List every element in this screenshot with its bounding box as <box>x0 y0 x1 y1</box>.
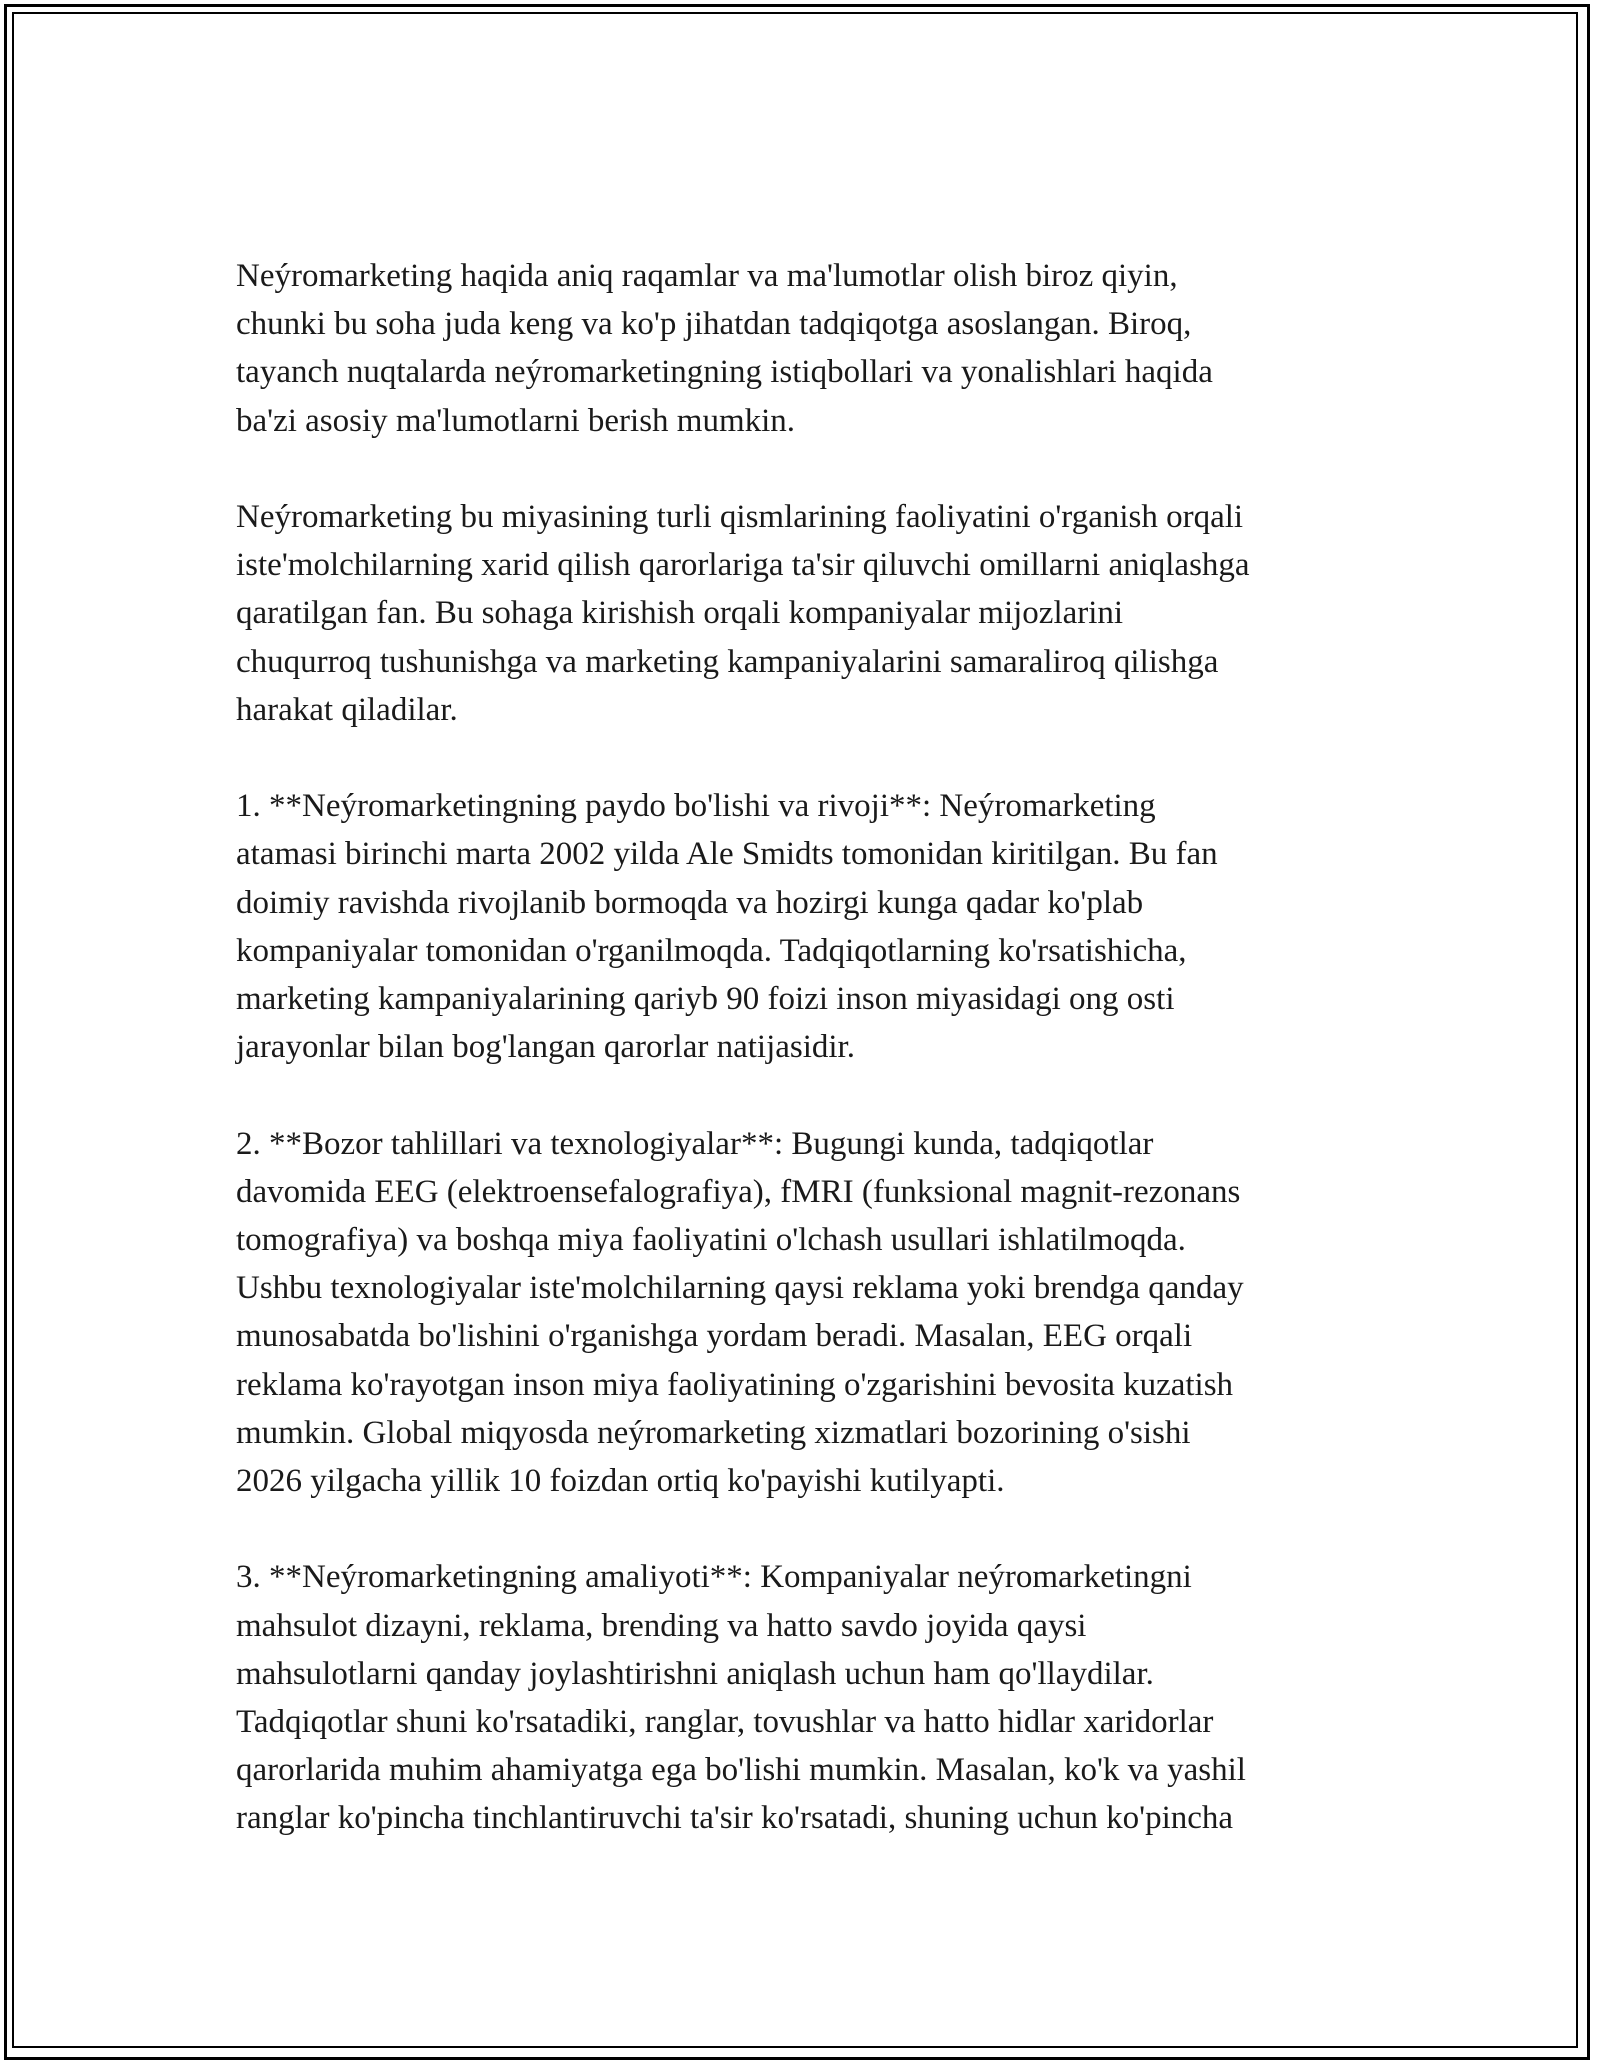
text-line: iste'molchilarning xarid qilish qarorlariga ta'sir qiluvchi omillarni aniqlashga <box>236 547 1250 584</box>
text-line: 3. **Neýromarketingning amaliyoti**: Kompaniyalar neýromarketingni <box>236 1559 1192 1596</box>
paragraph-point-2 <box>236 1120 1376 1506</box>
text-line: tayanch nuqtalarda neýromarketingning istiqbollari va yonalishlari haqida <box>236 354 1213 391</box>
text-line: jarayonlar bilan bog'langan qarorlar natijasidir. <box>236 1029 855 1066</box>
text-line: tomografiya) va boshqa miya faoliyatini o'lchash usullari ishlatilmoqda. <box>236 1222 1186 1259</box>
text-line: mumkin. Global miqyosda neýromarketing xizmatlari bozorining o'sishi <box>236 1414 1191 1451</box>
paragraph-intro <box>236 252 1376 445</box>
text-line: doimiy ravishda rivojlanib bormoqda va hozirgi kunga qadar ko'plab <box>236 884 1144 921</box>
text-line: mahsulotlarni qanday joylashtirishni aniqlash uchun ham qo'llaydilar. <box>236 1655 1154 1692</box>
text-line: Neýromarketing bu miyasining turli qismlarining faoliyatini o'rganish orqali <box>236 499 1244 535</box>
text-line: marketing kampaniyalarining qariyb 90 foizi inson miyasidagi ong osti <box>236 981 1175 1018</box>
paragraph-definition <box>236 493 1376 734</box>
text-line: Neýromarketing haqida aniq raqamlar va ma'lumotlar olish biroz qiyin, <box>236 258 1178 294</box>
text-line: 1. **Neýromarketingning paydo bo'lishi va rivoji**: Neýromarketing <box>236 788 1156 825</box>
text-line: 2026 yilgacha yillik 10 foizdan ortiq ko'payishi kutilyapti. <box>236 1463 1005 1500</box>
text-line: kompaniyalar tomonidan o'rganilmoqda. Tadqiqotlarning ko'rsatishicha, <box>236 932 1187 969</box>
text-line: ranglar ko'pincha tinchlantiruvchi ta'sir ko'rsatadi, shuning uchun ko'pincha <box>236 1800 1234 1837</box>
text-line: qaratilgan fan. Bu sohaga kirishish orqali kompaniyalar mijozlarini <box>236 595 1124 632</box>
text-line: reklama ko'rayotgan inson miya faoliyatining o'zgarishini bevosita kuzatish <box>236 1366 1234 1403</box>
document-body <box>236 252 1376 1891</box>
text-line: ba'zi asosiy ma'lumotlarni berish mumkin. <box>236 402 796 439</box>
text-line: Tadqiqotlar shuni ko'rsatadiki, ranglar, tovushlar va hatto hidlar xaridorlar <box>236 1704 1214 1741</box>
text-line: Ushbu texnologiyalar iste'molchilarning qaysi reklama yoki brendga qanday <box>236 1270 1244 1307</box>
text-line: 2. **Bozor tahlillari va texnologiyalar**: Bugungi kunda, tadqiqotlar <box>236 1125 1154 1162</box>
text-line: mahsulot dizayni, reklama, brending va hatto savdo joyida qaysi <box>236 1607 1087 1644</box>
paragraph-point-1 <box>236 782 1376 1071</box>
text-line: chuqurroq tushunishga va marketing kampaniyalarini samaraliroq qilishga <box>236 643 1219 680</box>
text-line: harakat qiladilar. <box>236 691 458 728</box>
paragraph-point-3 <box>236 1553 1376 1842</box>
text-line: qarorlarida muhim ahamiyatga ega bo'lishi mumkin. Masalan, ko'k va yashil <box>236 1752 1246 1789</box>
text-line: davomida EEG (elektroensefalografiya), fMRI (funksional magnit-rezonans <box>236 1173 1241 1210</box>
text-line: munosabatda bo'lishini o'rganishga yordam beradi. Masalan, EEG orqali <box>236 1318 1193 1355</box>
text-line: atamasi birinchi marta 2002 yilda Ale Smidts tomonidan kiritilgan. Bu fan <box>236 836 1218 873</box>
text-line: chunki bu soha juda keng va ko'p jihatdan tadqiqotga asoslangan. Biroq, <box>236 306 1192 343</box>
